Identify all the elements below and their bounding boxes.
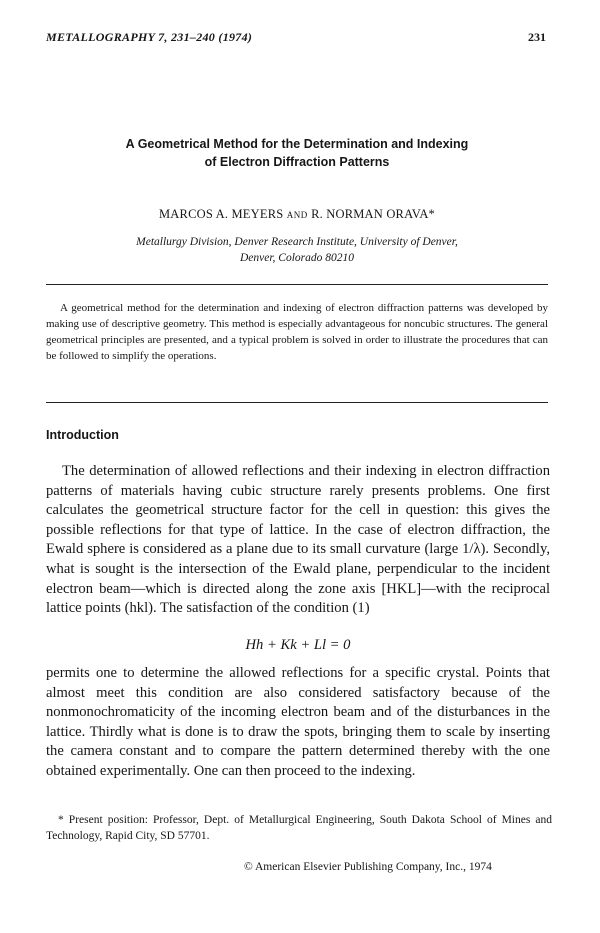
abstract-top-rule [46,284,548,285]
paper-title [40,135,554,171]
section-heading-introduction: Introduction [46,428,119,442]
page-number: 231 [528,30,546,44]
affiliation [60,234,534,266]
footnote: * Present position: Professor, Dept. of Metallurgical Engineering, South Dakota School of Mines and Technology, Rapid City, SD 57701. [46,814,552,842]
title-line-1: A Geometrical Method for the Determination and Indexing [125,137,469,151]
body-paragraph-2: permits one to determine the allowed reflections for a specific crystal. Points that almost meet this condition are also considered satisfactory because of the nonmonochromaticity of the incoming electron beam and of the disturbances in the lattice. Thirdly what is done is to draw the spots, bringing them to scale by inserting the camera constant and to compare the pattern determined thereby with the one obtained experimentally. One can then proceed to the indexing. [46,665,550,779]
abstract-bottom-rule [46,402,548,403]
author-list [40,207,554,222]
author-meyers: MARCOS A. MEYERS [158,207,284,221]
author-conjunction: AND [286,210,308,220]
equation-1: Hh + Kk + Ll = 0 [245,637,351,653]
abstract: A geometrical method for the determination and indexing of electron diffraction patterns was developed by making use of descriptive geometry. This method is especially advantageous for noncubic structures. The general geometrical principles are presented, and a typical problem is solved in order to illustrate the procedures that can be followed to simplify the operations. [46,302,548,362]
body-paragraph-1: The determination of allowed reflections and their indexing in electron diffraction patterns of materials having cubic structure rarely presents problems. One first calculates the geometrical structure factor for the cell in question: this gives the possible reflections for that type of lattice. In the case of electron diffraction, the Ewald sphere is considered as a plane due to its small curvature (large 1/λ). Secondly, what is sought is the intersection of the Ewald plane, perpendicular to the incident electron beam—which is directed along the zone axis [HKL]—with the reciprocal lattice points (hkl). The satisfaction of the condition (1) [46,463,550,617]
copyright-notice: © American Elsevier Publishing Company, Inc., 1974 [244,861,492,873]
title-line-2: of Electron Diffraction Patterns [204,155,390,169]
journal-citation: METALLOGRAPHY 7, 231–240 (1974) [46,30,253,44]
affiliation-line-2: Denver, Colorado 80210 [239,252,355,264]
affiliation-line-1: Metallurgy Division, Denver Research Institute, University of Denver, [136,236,458,248]
author-orava: R. NORMAN ORAVA* [311,207,436,221]
